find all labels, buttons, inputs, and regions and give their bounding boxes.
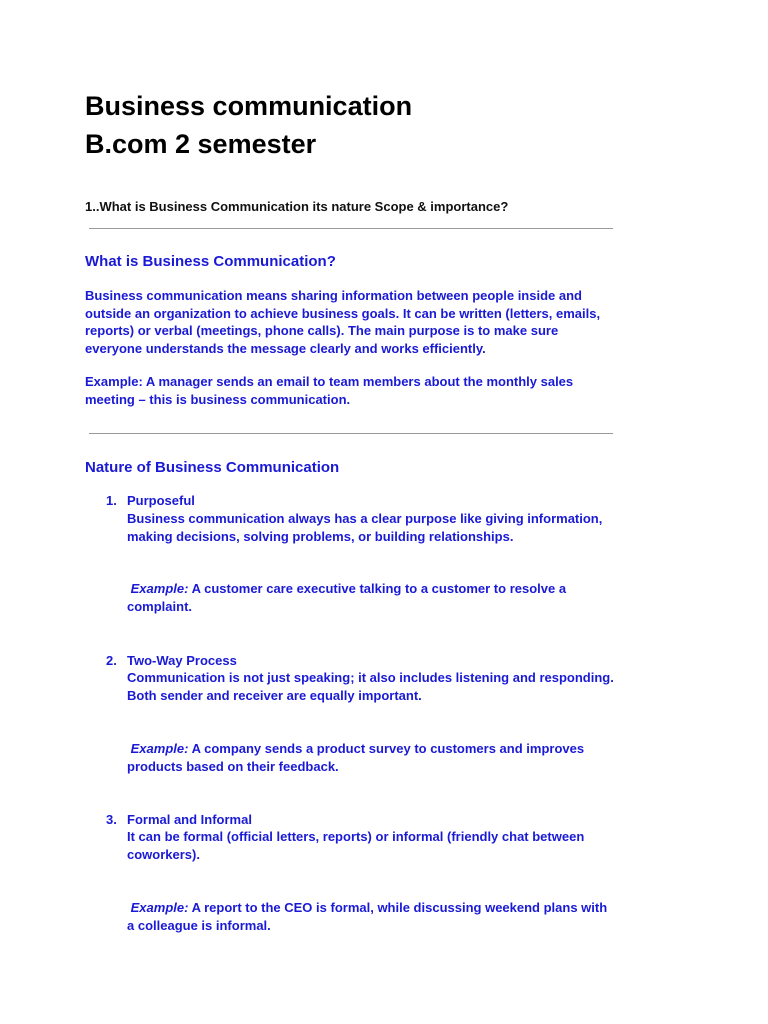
document-title bbox=[85, 87, 412, 163]
divider-2 bbox=[89, 433, 613, 434]
divider-1 bbox=[89, 228, 613, 229]
example-line: meeting – this is business communication. bbox=[85, 391, 351, 407]
body-line: Business communication always has a clear purpose like giving information, bbox=[127, 511, 603, 526]
definition-example bbox=[85, 373, 645, 408]
list-item-example bbox=[127, 580, 627, 615]
body-line: It can be formal (official letters, reports) or informal (friendly chat between bbox=[127, 829, 585, 844]
list-item-example bbox=[127, 899, 627, 934]
definition-line: reports) or verbal (meetings, phone calls). The main purpose is to make sure bbox=[85, 323, 559, 338]
example-line: A customer care executive talking to a customer to resolve a bbox=[188, 581, 567, 596]
example-line: A company sends a product survey to customers and improves bbox=[188, 741, 585, 756]
example-line: complaint. bbox=[127, 598, 193, 614]
example-line: products based on their feedback. bbox=[127, 758, 339, 774]
title-line-1: Business communication bbox=[85, 91, 413, 121]
definition-line: outside an organization to achieve business goals. It can be written (letters, emails, bbox=[85, 305, 601, 321]
body-line: Communication is not just speaking; it also includes listening and responding. bbox=[127, 670, 614, 685]
question-text: 1..What is Business Communication its nature Scope & importance? bbox=[85, 199, 509, 214]
definition-paragraph bbox=[85, 287, 645, 357]
list-item-number: 3. bbox=[106, 812, 117, 827]
example-line: a colleague is informal. bbox=[127, 917, 271, 933]
list-item-title: Two-Way Process bbox=[127, 653, 237, 668]
definition-line: Business communication means sharing information between people inside and bbox=[85, 288, 582, 303]
example-label: Example: bbox=[130, 741, 189, 756]
list-item-title: Formal and Informal bbox=[127, 812, 252, 827]
definition-line: everyone understands the message clearly and works efficiently. bbox=[85, 340, 486, 356]
list-item-number: 1. bbox=[106, 493, 117, 508]
body-line: making decisions, solving problems, or building relationships. bbox=[127, 528, 514, 544]
list-item-example bbox=[127, 740, 627, 775]
list-item-number: 2. bbox=[106, 653, 117, 668]
example-label: Example: bbox=[130, 900, 189, 915]
section-heading-nature: Nature of Business Communication bbox=[85, 459, 340, 476]
list-item-body bbox=[127, 510, 627, 545]
body-line: coworkers). bbox=[127, 846, 200, 862]
title-line-2: B.com 2 semester bbox=[85, 129, 317, 159]
list-item-title: Purposeful bbox=[127, 493, 195, 508]
body-line: Both sender and receiver are equally important. bbox=[127, 687, 422, 703]
section-heading-what-is: What is Business Communication? bbox=[85, 253, 336, 270]
list-item-body bbox=[127, 669, 627, 704]
example-line: A report to the CEO is formal, while discussing weekend plans with bbox=[188, 900, 608, 915]
example-label: Example: bbox=[130, 581, 189, 596]
example-line: Example: A manager sends an email to team members about the monthly sales bbox=[85, 374, 574, 389]
list-item-body bbox=[127, 828, 627, 863]
